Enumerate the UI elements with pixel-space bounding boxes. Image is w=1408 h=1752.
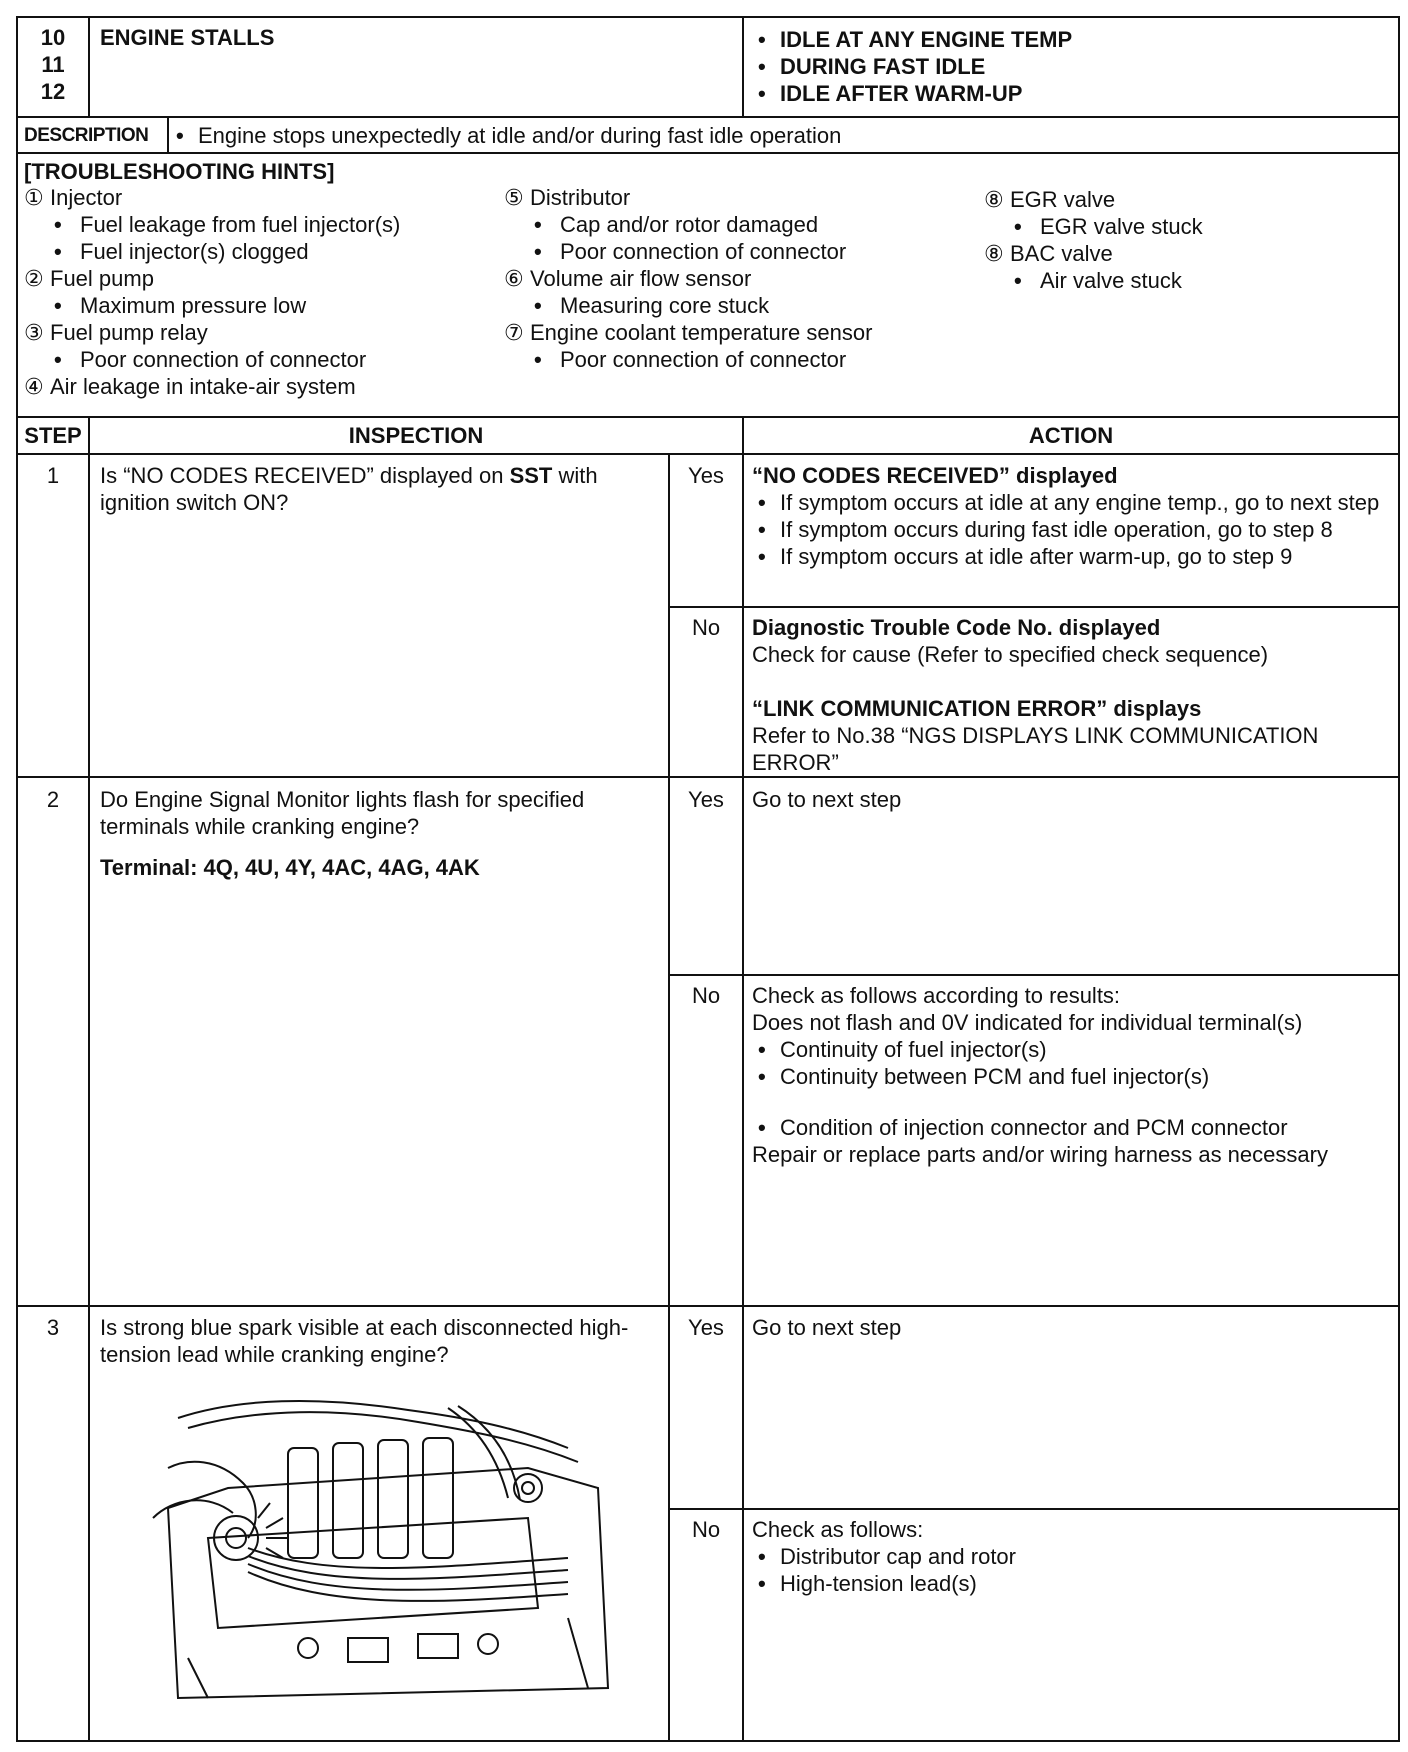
hints-column-1: ① Injector • Fuel leakage from fuel injector(s) • Fuel injector(s) clogged ② Fuel pump • Maximum pressure low ③ Fuel pump relay • Poor connection of connector ④ Air leakage in intake-air system (24, 184, 400, 400)
yes-label: Yes (688, 463, 724, 488)
hint-title: Engine coolant temperature sensor (530, 320, 873, 345)
step-2-yes-action: Go to next step (752, 787, 902, 812)
page-title: ENGINE STALLS (100, 25, 275, 50)
divider-description (18, 152, 1398, 154)
divider-header (18, 116, 1398, 118)
step-number: 1 (46, 463, 60, 488)
terminal-list: Terminal: 4Q, 4U, 4Y, 4AC, 4AG, 4AK (100, 855, 480, 880)
hint-sub: • Air valve stuck (984, 267, 1203, 294)
divider-step-2 (18, 1305, 1398, 1307)
step-number: 3 (46, 1315, 60, 1340)
troubleshooting-sheet (16, 16, 1400, 1742)
action-item: • If symptom occurs during fast idle operation, go to step 8 (752, 516, 1392, 543)
step-2-no-action: Check as follows according to results: Does not flash and 0V indicated for individual terminal(s) • Continuity of fuel injector(s) • Continuity between PCM and fuel injector(s) • Condition of injection connector and PCM connector Repair or replace parts and/or wiring harness as necessary (752, 982, 1392, 1168)
hints-heading: [TROUBLESHOOTING HINTS] (24, 159, 335, 184)
action-list (752, 1543, 1392, 1597)
hint-title: Volume air flow sensor (530, 266, 752, 291)
hint-sub: • Poor connection of connector (24, 346, 400, 373)
hint-sub: • EGR valve stuck (984, 213, 1203, 240)
hints-column-2: ⑤ Distributor • Cap and/or rotor damaged • Poor connection of connector ⑥ Volume air flow sensor • Measuring core stuck ⑦ Engine coolant temperature sensor • Poor connection of connector (504, 184, 872, 373)
hint-sub: • Fuel leakage from fuel injector(s) (24, 211, 400, 238)
vline-header-cond (742, 18, 744, 116)
step-number: 2 (46, 787, 60, 812)
action-list (752, 1036, 1392, 1090)
engine-spark-test-illustration (148, 1388, 618, 1708)
action-item: • Continuity between PCM and fuel injector(s) (752, 1063, 1392, 1090)
condition-item: • IDLE AT ANY ENGINE TEMP (752, 26, 1072, 53)
header-numbers: 10 11 12 (40, 25, 66, 104)
hint-title: Injector (50, 185, 123, 210)
hint-title: Fuel pump (50, 266, 154, 291)
hint-title: Fuel pump relay (50, 320, 208, 345)
description-list (170, 122, 841, 149)
yes-label: Yes (688, 1315, 724, 1340)
action-list (752, 489, 1392, 570)
divider-yesno-3 (668, 1508, 1398, 1510)
hint-sub: • Fuel injector(s) clogged (24, 238, 400, 265)
yes-label: Yes (688, 787, 724, 812)
step-3-inspection: Is strong blue spark visible at each disconnected high-tension lead while cranking engine? (100, 1315, 629, 1367)
condition-item: • DURING FAST IDLE (752, 53, 1072, 80)
vline-desc (167, 116, 169, 152)
no-label: No (691, 1517, 721, 1542)
action-item: • Distributor cap and rotor (752, 1543, 1392, 1570)
step-3-no-action: Check as follows: • Distributor cap and rotor • High-tension lead(s) (752, 1516, 1392, 1597)
col-header-inspection: INSPECTION (348, 423, 484, 448)
divider-yesno-2 (668, 974, 1398, 976)
description-label: DESCRIPTION (24, 125, 149, 146)
condition-list (752, 26, 1072, 107)
col-header-action: ACTION (1028, 423, 1114, 448)
action-item: • Continuity of fuel injector(s) (752, 1036, 1392, 1063)
hint-sub: • Measuring core stuck (504, 292, 872, 319)
hint-title: BAC valve (1010, 241, 1113, 266)
hint-sub: • Poor connection of connector (504, 238, 872, 265)
condition-item: • IDLE AFTER WARM-UP (752, 80, 1072, 107)
step-3-yes-action: Go to next step (752, 1315, 902, 1340)
step-1-inspection: Is “NO CODES RECEIVED” displayed on SST with ignition switch ON? (100, 463, 598, 515)
action-list (752, 1114, 1392, 1141)
step-1-no-action: Diagnostic Trouble Code No. displayed Check for cause (Refer to specified check sequence) “LINK COMMUNICATION ERROR” displays Refer to No.38 “NGS DISPLAYS LINK COMMUNICATION ERROR” (752, 615, 1319, 775)
vline-action (742, 416, 744, 1742)
hint-title: EGR valve (1010, 187, 1116, 212)
step-1-yes-action: “NO CODES RECEIVED” displayed • If symptom occurs at idle at any engine temp., go to next step • If symptom occurs during fast idle operation, go to step 8 • If symptom occurs at idle after warm-up, go to step 9 (752, 462, 1392, 570)
vline-step (88, 416, 90, 1742)
action-item: • If symptom occurs at idle at any engine temp., go to next step (752, 489, 1392, 516)
hint-title: Distributor (530, 185, 631, 210)
step-2-inspection: Do Engine Signal Monitor lights flash for specified terminals while cranking engine? Terminal: 4Q, 4U, 4Y, 4AC, 4AG, 4AK (100, 786, 660, 881)
hints-column-3: ⑧ EGR valve • EGR valve stuck ⑧ BAC valve • Air valve stuck (984, 186, 1203, 294)
description-text: • Engine stops unexpectedly at idle and/or during fast idle operation (170, 122, 841, 149)
no-label: No (691, 983, 721, 1008)
divider-step-1 (18, 776, 1398, 778)
hint-title: Air leakage in intake-air system (50, 374, 356, 399)
divider-table-header (18, 453, 1398, 455)
action-item: • Condition of injection connector and PCM connector (752, 1114, 1392, 1141)
hint-sub: • Poor connection of connector (504, 346, 872, 373)
action-item: • If symptom occurs at idle after warm-up, go to step 9 (752, 543, 1392, 570)
divider-yesno-1 (668, 606, 1398, 608)
no-label: No (691, 615, 721, 640)
hint-sub: • Cap and/or rotor damaged (504, 211, 872, 238)
action-item: • High-tension lead(s) (752, 1570, 1392, 1597)
col-header-step: STEP (24, 423, 82, 448)
vline-header-num (88, 18, 90, 116)
vline-yesno (668, 453, 670, 1742)
divider-hints (18, 416, 1398, 418)
hint-sub: • Maximum pressure low (24, 292, 400, 319)
